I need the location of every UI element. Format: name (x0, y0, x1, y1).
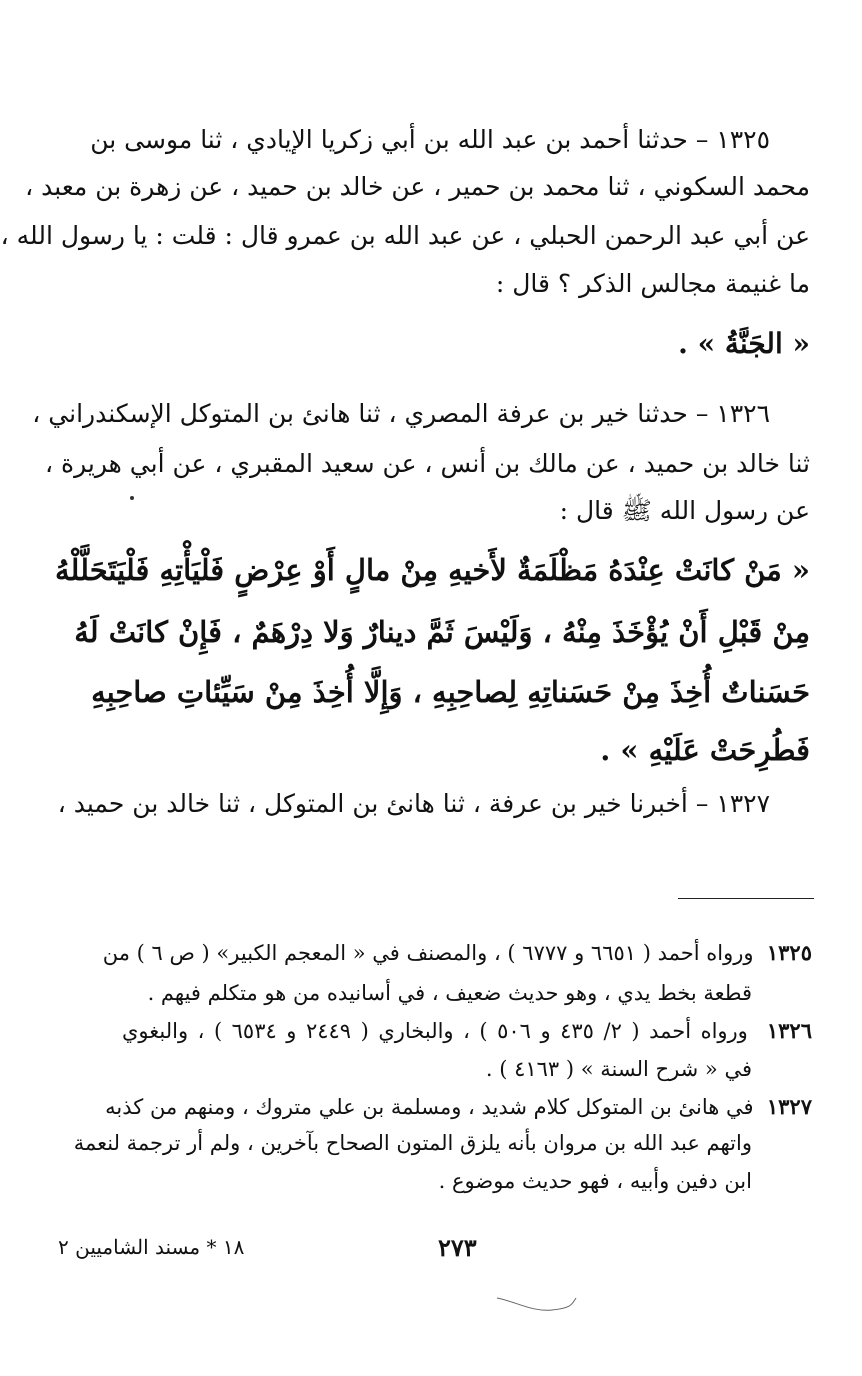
hadith-1325-line-1: ١٣٢٥ – حدثنا أحمد بن عبد الله بن أبي زكريا الإيادي ، ثنا موسى بن (90, 125, 770, 154)
matn-line-3: حَسَناتٌ أُخِذَ مِنْ حَسَناتِهِ لِصاحِبِهِ ، وَإِلَّا أُخِذَ مِنْ سَيِّئاتِ صاحِبِهِ (91, 675, 810, 709)
footnote-1327-text-1: في هانئ بن المتوكل كلام شديد ، ومسلمة بن علي متروك ، ومنهم من كذبه (105, 1095, 754, 1119)
footnote-1327-line-2: واتهم عبد الله بن مروان بأنه يلزق المتون الصحاح بآخرين ، ولم أر ترجمة لنعمة (73, 1131, 752, 1155)
hadith-1325-line-3: عن أبي عبد الرحمن الحبلي ، عن عبد الله بن عمرو قال : قلت : يا رسول الله ، (0, 221, 810, 250)
footnote-1327-line-3: ابن دفين وأبيه ، فهو حديث موضوع . (438, 1169, 752, 1193)
matn-line-2: مِنْ قَبْلِ أَنْ يُؤْخَذَ مِنْهُ ، وَلَيْسَ ثَمَّ دينارٌ وَلا دِرْهَمٌ ، فَإِنْ كانَتْ لَهُ (74, 615, 810, 649)
scan-mark-squiggle (492, 1290, 582, 1320)
footnote-1325-number: ١٣٢٥ (766, 940, 812, 965)
hadith-1326-line-3: عن رسول الله ﷺ قال : (559, 496, 810, 525)
footnote-1326-line-2: في « شرح السنة » ( ٤١٦٣ ) . (485, 1057, 752, 1081)
hadith-1325-line-2: محمد السكوني ، ثنا محمد بن حمير ، عن خالد بن حميد ، عن زهرة بن معبد ، (25, 172, 810, 201)
footnote-1326-number: ١٣٢٦ (766, 1018, 812, 1043)
matn-line-1: « مَنْ كانَتْ عِنْدَهُ مَظْلَمَةٌ لأَخيهِ مِنْ مالٍ أَوْ عِرْضٍ فَلْيَأْتِهِ فَلْيَتَحَلَّلْهُ (54, 553, 810, 587)
signature-mark: ١٨ * مسند الشاميين ٢ (58, 1235, 245, 1259)
hadith-1325-line-4: ما غنيمة مجالس الذكر ؟ قال : (495, 269, 810, 298)
footnote-1325-line-2: قطعة بخط يدي ، وهو حديث ضعيف ، في أسانيده من هو متكلم فيهم . (147, 981, 752, 1005)
footnote-divider (678, 898, 814, 899)
hadith-1325-answer: « الجَنَّةُ » . (678, 327, 810, 360)
footnote-1327-number: ١٣٢٧ (766, 1094, 812, 1119)
hadith-1327-line-1: ١٣٢٧ – أخبرنا خير بن عرفة ، ثنا هانئ بن المتوكل ، ثنا خالد بن حميد ، (57, 789, 770, 818)
hadith-1326-line-2: ثنا خالد بن حميد ، عن مالك بن أنس ، عن سعيد المقبري ، عن أبي هريرة ، (45, 449, 810, 478)
footnote-1326-line-1 (122, 1016, 812, 1046)
footnote-1325-line-1 (102, 938, 812, 968)
footnote-1326-text-1: ورواه أحمد ( ٢/ ٤٣٥ و ٥٠٦ ) ، والبخاري ( ٢٤٤٩ و ٦٥٣٤ ) ، والبغوي (122, 1019, 748, 1043)
footnote-1325-text-1: ورواه أحمد ( ٦٦٥١ و ٦٧٧٧ ) ، والمصنف في « المعجم الكبير» ( ص ٦ ) من (102, 941, 754, 965)
page-number: ٢٧٣ (438, 1233, 477, 1262)
hadith-1326-line-1: ١٣٢٦ – حدثنا خير بن عرفة المصري ، ثنا هانئ بن المتوكل الإسكندراني ، (32, 399, 770, 428)
footnote-1327-line-1 (105, 1092, 812, 1122)
matn-line-4: فَطُرِحَتْ عَلَيْهِ » . (600, 733, 810, 767)
